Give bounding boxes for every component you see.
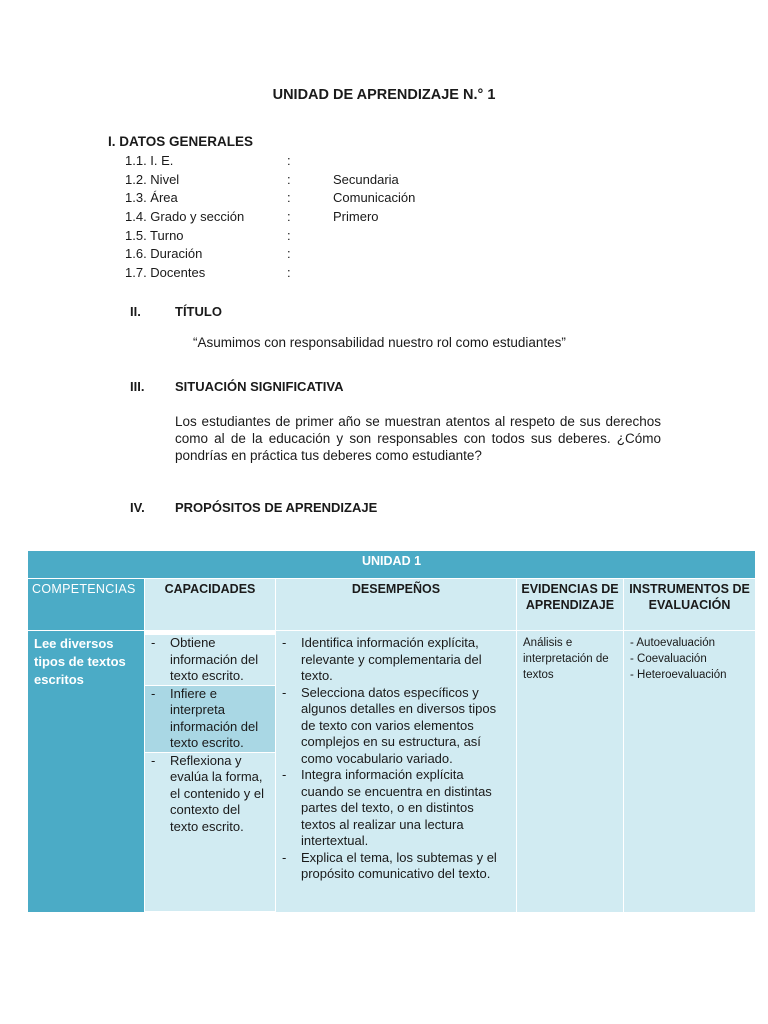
propositos-heading: PROPÓSITOS DE APRENDIZAJE — [175, 500, 378, 515]
header-desempenos: DESEMPEÑOS — [276, 579, 517, 631]
capacidad-item: - Infiere e interpreta información del texto escrito. — [145, 686, 275, 752]
titulo-number: II. — [130, 304, 141, 319]
desempeno-item: - Explica el tema, los subtemas y el propósito comunicativo del texto. — [282, 849, 497, 881]
instrumentos-cell — [624, 631, 756, 913]
titulo-heading: TÍTULO — [175, 304, 222, 319]
datos-label: 1.2. Nivel — [125, 172, 180, 187]
datos-generales-heading: I. DATOS GENERALES — [108, 134, 254, 149]
desempeno-item: - Selecciona datos específicos y algunos detalles en diversos tipos de texto con varios elementos complejos en su estructura, así como vocabulario variado. — [282, 684, 497, 766]
datos-label: 1.1. I. E. — [125, 153, 174, 168]
datos-row — [125, 152, 525, 170]
datos-label: 1.4. Grado y sección — [125, 209, 245, 224]
datos-row — [125, 171, 525, 189]
instrumento-item: - Heteroevaluación — [630, 669, 727, 681]
unit-header: UNIDAD 1 — [28, 551, 756, 579]
datos-label: 1.3. Área — [125, 190, 178, 205]
datos-row — [125, 245, 525, 263]
situacion-number: III. — [130, 379, 145, 394]
datos-colon: : — [287, 172, 291, 187]
datos-label: 1.5. Turno — [125, 228, 184, 243]
document-title: UNIDAD DE APRENDIZAJE N.° 1 — [272, 87, 496, 103]
datos-value: Primero — [333, 209, 379, 224]
titulo-text: “Asumimos con responsabilidad nuestro rol como estudiantes” — [193, 335, 566, 350]
datos-value: Comunicación — [333, 190, 416, 205]
datos-colon: : — [287, 246, 291, 261]
situacion-text: Los estudiantes de primer año se muestran atentos al respeto de sus derechos como al de la educación y son responsables con todos sus deberes. ¿Cómo pondrías en práctica tus deberes como estudiante? — [175, 414, 661, 463]
datos-label: 1.7. Docentes — [125, 265, 206, 280]
evidencias-cell: Análisis e interpretación de textos — [517, 631, 624, 913]
datos-colon: : — [287, 209, 291, 224]
propositos-number: IV. — [130, 500, 145, 515]
propositos-table — [27, 550, 756, 913]
header-instrumentos: INSTRUMENTOS DE EVALUACIÓN — [624, 579, 756, 631]
datos-colon: : — [287, 153, 291, 168]
datos-row — [125, 227, 525, 245]
desempenos-cell — [276, 631, 517, 913]
desempeno-item: - Identifica información explícita, relevante y complementaria del texto. — [282, 635, 482, 683]
datos-row — [125, 189, 525, 207]
datos-colon: : — [287, 190, 291, 205]
situacion-heading: SITUACIÓN SIGNIFICATIVA — [175, 379, 344, 394]
datos-row — [125, 208, 525, 226]
instrumento-item: - Autoevaluación — [630, 637, 716, 649]
datos-value: Secundaria — [333, 172, 399, 187]
datos-colon: : — [287, 265, 291, 280]
instrumento-item: - Coevaluación — [630, 653, 707, 665]
desempeno-item: - Integra información explícita cuando se encuentra en distintas partes del texto, o en distintos textos al realizar una lectura intertextual. — [282, 767, 492, 848]
capacidad-item: - Obtiene información del texto escrito. — [145, 635, 275, 685]
datos-colon: : — [287, 228, 291, 243]
header-evidencias: EVIDENCIAS DE APRENDIZAJE — [517, 579, 624, 631]
datos-label: 1.6. Duración — [125, 246, 203, 261]
datos-row — [125, 264, 525, 282]
header-capacidades: CAPACIDADES — [145, 579, 276, 631]
competencia-cell: Lee diversos tipos de textos escritos — [28, 631, 145, 913]
capacidades-cell — [145, 631, 276, 913]
capacidad-item: - Reflexiona y evalúa la forma, el contenido y el contexto del texto escrito. — [145, 753, 275, 911]
header-competencias: COMPETENCIAS — [28, 579, 145, 631]
